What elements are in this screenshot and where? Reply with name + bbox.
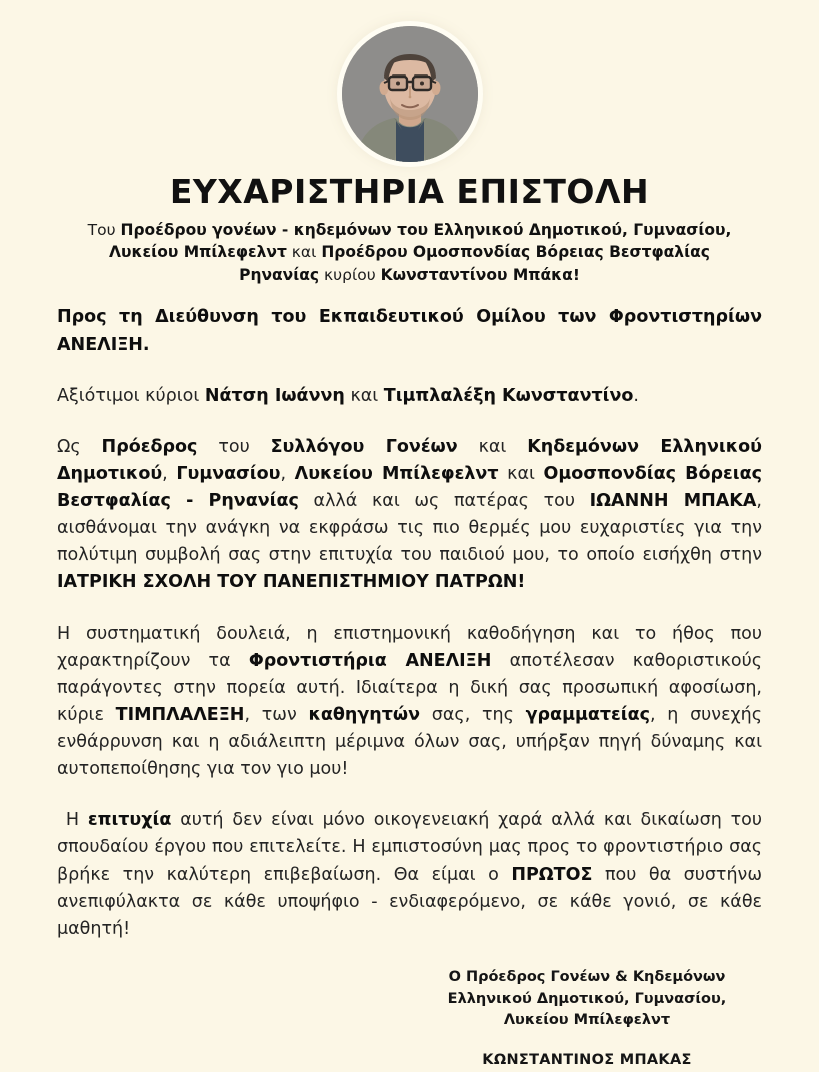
bold-text-run: Κηδεμόνων Ελληνικού Δημοτικού — [57, 436, 762, 484]
text-run: του — [197, 436, 271, 457]
signature-role-lines — [412, 967, 762, 1032]
signature-line: Ελληνικού Δημοτικού, Γυμνασίου, — [447, 990, 727, 1007]
text-run: Η — [57, 810, 88, 831]
text-run: , η συνεχής ενθάρρυνση και η αδιάλειπτη μέριμνα όλων σας, υπήρξαν πηγή δύναμης και αυτοπεποίθησης για τον γιο μου! — [57, 704, 763, 780]
signature-name: ΚΩΝΣΤΑΝΤΙΝΟΣ ΜΠΑΚΑΣ — [482, 1052, 692, 1069]
person-portrait-illustration — [342, 26, 478, 162]
bold-text-run: Συλλόγου Γονέων — [270, 436, 458, 457]
bold-text-run: Προέδρου Ομοσπονδίας Βόρειας Βεστφαλίας Ρηνανίας — [239, 243, 710, 284]
person-portrait-photo — [342, 26, 478, 162]
text-run: Αξιότιμοι κύριοι — [57, 385, 205, 406]
text-run: σας, της — [420, 704, 526, 725]
text-run: . — [633, 385, 639, 406]
text-run: και — [286, 243, 322, 262]
bold-text-run: Νάτση Ιωάννη — [204, 385, 345, 406]
text-run: , των — [244, 704, 309, 725]
bold-text-run: Φροντιστήρια ΑΝΕΛΙΞΗ — [248, 650, 492, 671]
text-run: κυρίου — [319, 265, 381, 284]
letter-title: ΕΥΧΑΡΙΣΤΗΡΙΑ ΕΠΙΣΤΟΛΗ — [169, 172, 650, 211]
bold-text-run: Κωνσταντίνου Μπάκα! — [380, 265, 580, 284]
bold-text-run: επιτυχία — [87, 810, 172, 831]
text-run: και — [344, 385, 384, 406]
bold-text-run: καθηγητών — [308, 704, 421, 725]
text-run: Ως — [57, 436, 102, 457]
bold-text-run: Λυκείου Μπίλεφελντ — [294, 463, 499, 484]
bold-text-run: Τιμπλαλέξη Κωνσταντίνο — [383, 385, 634, 406]
text-run: Του — [87, 221, 121, 239]
text-run: , αισθάνομαι την ανάγκη να εκφράσω τις πιο θερμές μου ευχαριστίες για την πολύτιμη συμβολή σας στην επιτυχία του παιδιού μου, το οποίο εισήχθη στην — [57, 491, 762, 566]
signature-line: Ο Πρόεδρος Γονέων & Κηδεμόνων — [448, 968, 726, 985]
text-run: , — [280, 463, 295, 484]
letter-paragraph — [57, 383, 762, 410]
bold-text-run: Γυμνασίου — [176, 463, 281, 484]
text-run: που θα συστήνω ανεπιφύλακτα σε κάθε υποψήφιο - ενδιαφερόμενο, σε κάθε γονιό, σε κάθε μαθητή! — [57, 864, 762, 939]
letter-paragraph — [57, 621, 762, 784]
letter-paragraph — [57, 304, 762, 358]
signature-block — [412, 967, 762, 1072]
text-run: αυτή δεν είναι μόνο οικογενειακή χαρά αλλά και δικαίωση του σπουδαίου έργου που επιτελείτε. Η εμπιστοσύνη μας προς το φροντιστήριο σας βρήκε την καλύτερη επιβεβαίωση. Θα είμαι ο — [57, 810, 762, 885]
text-run: αποτέλεσαν καθοριστικούς παράγοντες στην πορεία αυτή. Ιδιαίτερα η δική σας προσωπική αφοσίωση, κύριε — [57, 650, 762, 725]
portrait-photo-container — [57, 26, 762, 162]
bold-text-run: Πρόεδρος — [101, 436, 198, 457]
text-run: Η συστηματική δουλειά, η επιστημονική καθοδήγηση και το ήθος που χαρακτηρίζουν τα — [57, 623, 762, 671]
bold-text-run: Προς τη Διεύθυνση του Εκπαιδευτικού Ομίλου των Φροντιστηρίων ΑΝΕΛΙΞΗ. — [57, 307, 762, 355]
bold-text-run: γραμματείας — [525, 704, 650, 725]
letter-subtitle — [86, 219, 734, 286]
text-run: και — [498, 463, 544, 484]
bold-text-run: Ομοσπονδίας Βόρειας Βεστφαλίας - Ρηνανίας — [57, 463, 762, 512]
bold-text-run: ΤΙΜΠΛΑΛΕΞΗ — [115, 704, 245, 725]
bold-text-run: ΙΑΤΡΙΚΗ ΣΧΟΛΗ ΤΟΥ ΠΑΝΕΠΙΣΤΗΜΙΟΥ ΠΑΤΡΩΝ! — [57, 572, 526, 593]
letter-paragraph — [57, 434, 762, 597]
letter-body — [57, 304, 762, 943]
bold-text-run: ΙΩΑΝΝΗ ΜΠΑΚΑ — [589, 491, 757, 512]
text-run: και — [457, 436, 528, 457]
letter-paragraph — [57, 807, 762, 943]
bold-text-run: ΠΡΩΤΟΣ — [511, 864, 593, 885]
text-run: , — [162, 463, 177, 484]
bold-text-run: Προέδρου γονέων - κηδεμόνων του Ελληνικού Δημοτικού, Γυμνασίου, Λυκείου Μπίλεφελντ — [109, 221, 732, 262]
signature-line: Λυκείου Μπίλεφελντ — [503, 1012, 671, 1029]
text-run: αλλά και ως πατέρας του — [298, 491, 590, 512]
